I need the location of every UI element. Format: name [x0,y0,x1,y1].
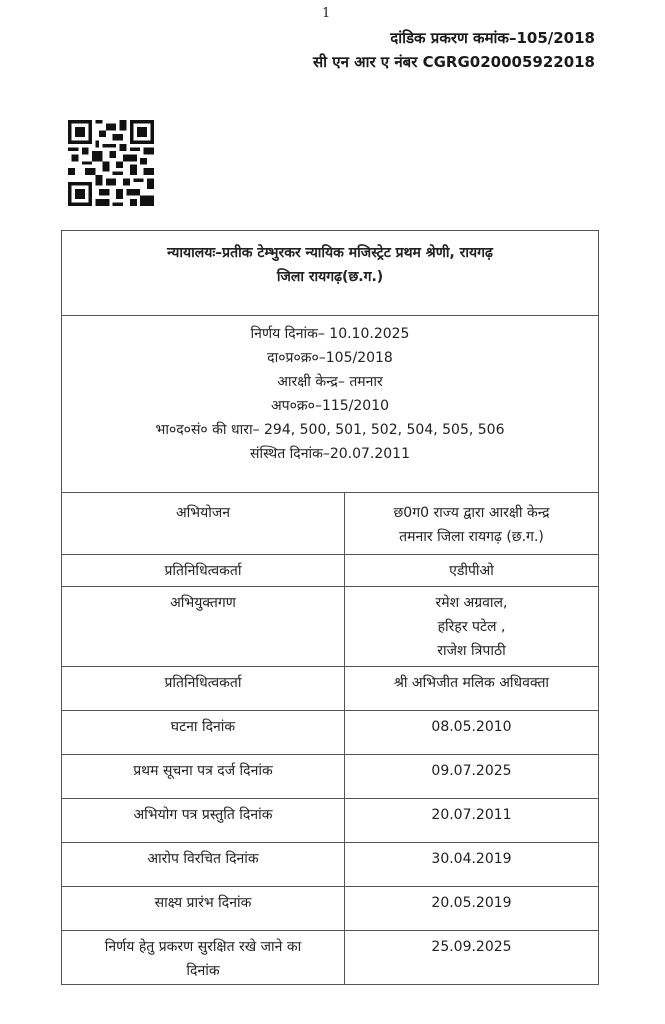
table-row [62,493,599,555]
row-label-line: आरोप विरचित दिनांक [147,851,259,867]
row-label-line: निर्णय हेतु प्रकरण सुरक्षित रखे जाने का [104,939,302,955]
row-label [62,667,345,711]
row-label-line: दिनांक [186,963,220,979]
case-details-table [61,230,599,985]
table-row [62,843,599,887]
row-label [62,887,345,931]
court-name: न्यायालयः–प्रतीक टेम्भुरकर न्यायिक मजिस्ट्रेट प्रथम श्रेणी, रायगढ़ [167,245,493,261]
court-heading [62,231,599,316]
row-value [345,555,599,587]
row-label [62,711,345,755]
row-label-line: घटना दिनांक [170,719,236,735]
row-label-line: प्रतिनिधित्वकर्ता [164,563,242,579]
row-value [345,667,599,711]
row-value-line: 08.05.2010 [431,719,512,735]
page-number: 1 [322,6,331,21]
row-label [62,493,345,555]
table-row [62,755,599,799]
row-label [62,843,345,887]
police-station: आरक्षी केन्द्र– तमनार [277,374,383,390]
row-value [345,493,599,555]
row-value-line: छ0ग0 राज्य द्वारा आरक्षी केन्द्र [393,505,550,521]
table-row [62,587,599,667]
row-label-line: अभियोजन [175,505,231,521]
row-label-line: प्रतिनिधित्वकर्ता [164,675,242,691]
row-value-line: 25.09.2025 [431,939,512,955]
row-value [345,587,599,667]
table-row [62,711,599,755]
qr-code-icon [68,120,154,206]
row-value-line: तमनार जिला रायगढ़ (छ.ग.) [399,529,544,545]
ipc-sections: भा०द०सं० की धारा– 294, 500, 501, 502, 504, 505, 506 [155,422,505,438]
case-number-header: दांडिक प्रकरण कमांक–105/2018 [390,29,595,47]
row-value [345,843,599,887]
case-meta [62,316,599,493]
court-district: जिला रायगढ़(छ.ग.) [276,269,384,285]
row-label-line: प्रथम सूचना पत्र दर्ज दिनांक [133,763,273,779]
instituted-date: संस्थित दिनांक–20.07.2011 [250,446,410,462]
row-label [62,931,345,985]
row-label [62,555,345,587]
row-value-line: 30.04.2019 [431,851,512,867]
crime-no: अप०क्र०–115/2010 [270,398,390,414]
row-label-line: साक्ष्य प्रारंभ दिनांक [154,895,252,911]
row-value-line: एडीपीओ [449,563,494,579]
row-value-line: राजेश त्रिपाठी [437,643,506,659]
row-label-line: अभियुक्तगण [170,595,236,611]
row-value-line: 20.07.2011 [431,807,512,823]
table-row [62,799,599,843]
row-label [62,799,345,843]
row-value [345,799,599,843]
row-value [345,755,599,799]
row-value [345,931,599,985]
cnr-number-header: सी एन आर ए नंबर CGRG020005922018 [313,53,595,71]
row-value-line: श्री अभिजीत मलिक अधिवक्ता [393,675,550,691]
row-value-line: 20.05.2019 [431,895,512,911]
table-row [62,931,599,985]
table-row [62,887,599,931]
row-label-line: अभियोग पत्र प्रस्तुति दिनांक [133,807,273,823]
table-row [62,555,599,587]
row-value [345,887,599,931]
row-value-line: 09.07.2025 [431,763,512,779]
table-row [62,667,599,711]
case-meta-row [62,316,599,493]
row-value-line: हरिहर पटेल , [437,619,506,635]
row-label [62,755,345,799]
court-row [62,231,599,316]
row-label [62,587,345,667]
row-value [345,711,599,755]
judgment-date: निर्णय दिनांक– 10.10.2025 [250,326,410,342]
case-no: दा०प्र०क्र०–105/2018 [267,350,393,366]
row-value-line: रमेश अग्रवाल, [435,595,508,611]
